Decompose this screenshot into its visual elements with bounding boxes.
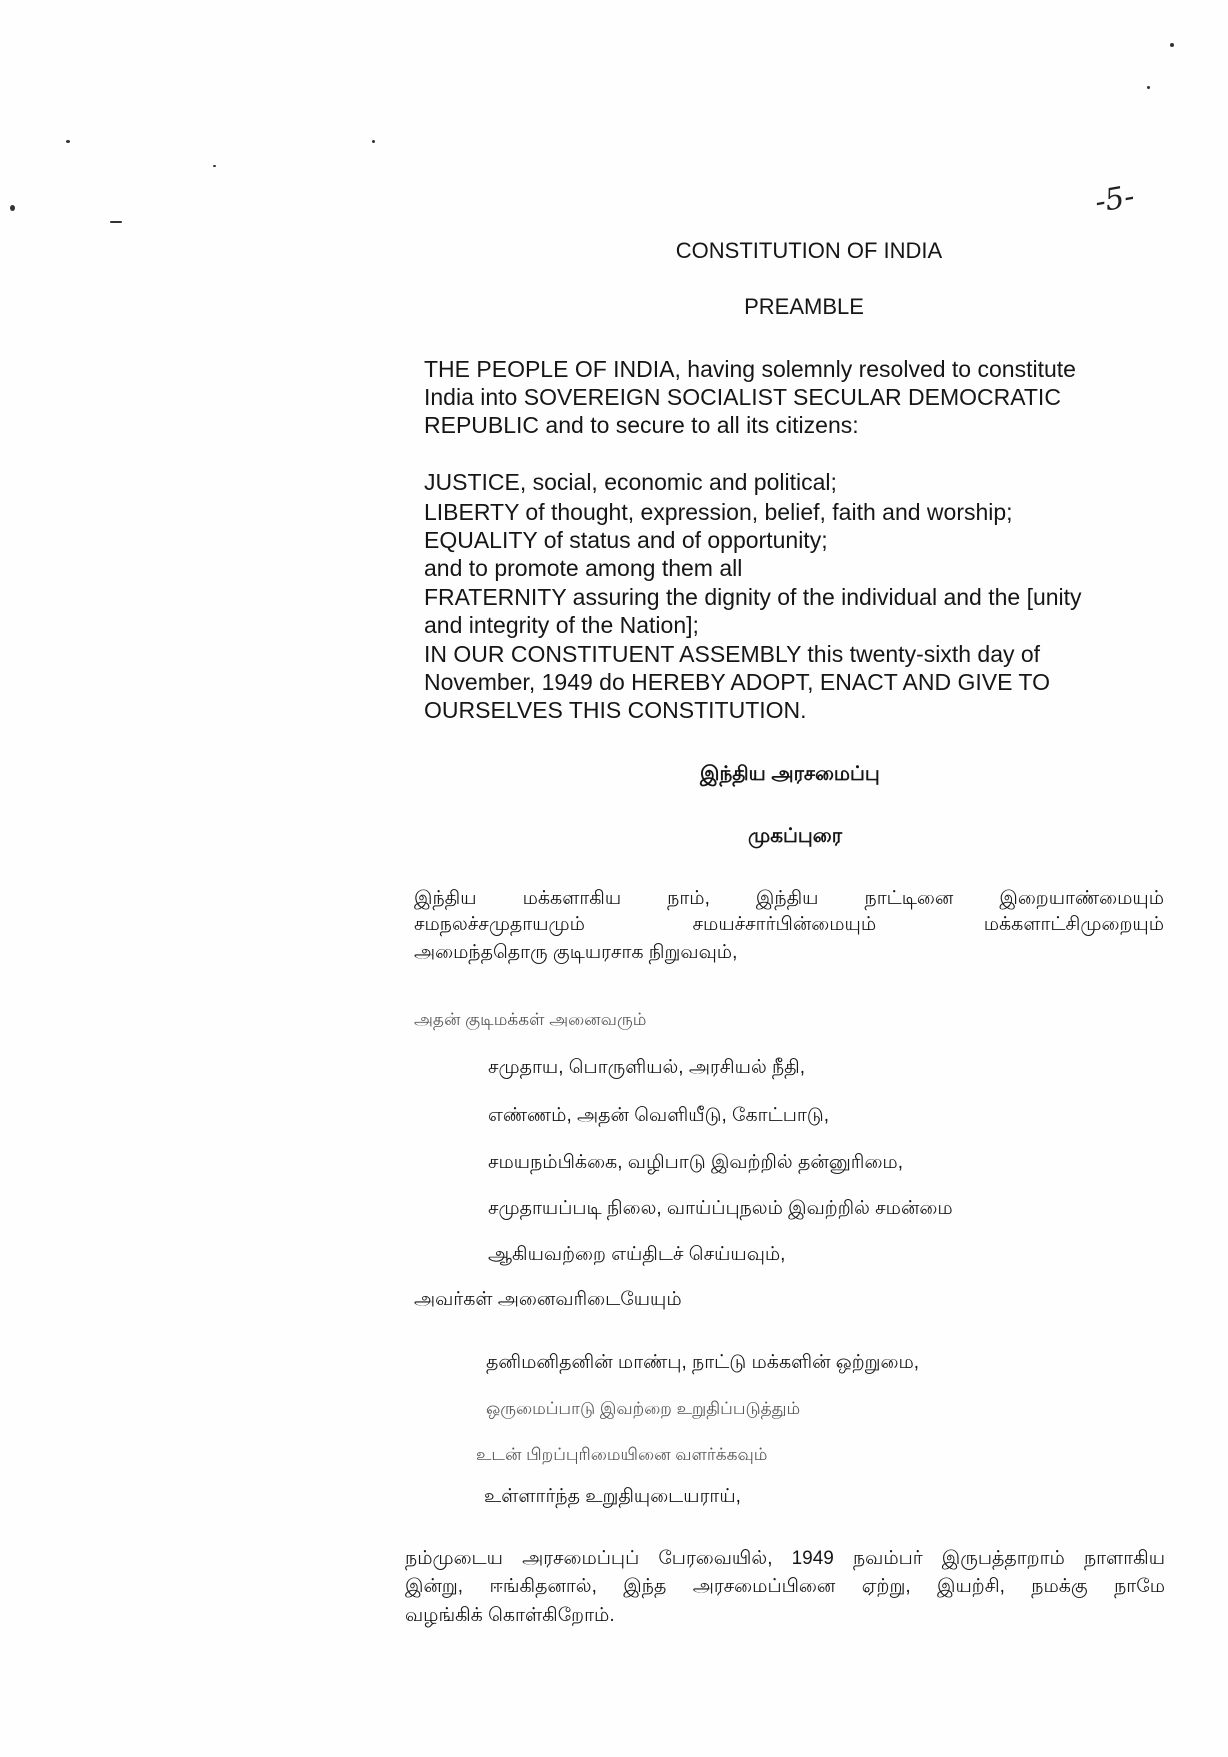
english-body-line: IN OUR CONSTITUENT ASSEMBLY this twenty-sixth day of [424,641,1041,667]
tamil-among-line: அவர்கள் அனைவரிடையேயும் [414,1289,682,1310]
english-intro-line: THE PEOPLE OF INDIA, having solemnly resolved to constitute [424,356,1076,382]
scan-speck [66,140,70,143]
tamil-list-item: ஆகியவற்றை எய்திடச் செய்யவும், [488,1244,786,1265]
english-intro-line: India into SOVEREIGN SOCIALIST SECULAR DEMOCRATIC [424,384,1061,410]
english-body-line: and to promote among them all [424,555,743,581]
tamil-list-item: சமயநம்பிக்கை, வழிபாடு இவற்றில் தன்னுரிமை, [488,1152,904,1173]
english-subtitle: PREAMBLE [744,294,864,319]
english-body-line: OURSELVES THIS CONSTITUTION. [424,697,807,723]
tamil-subtitle: முகப்புரை [748,825,843,847]
tamil-para-line: நம்முடைய அரசமைப்புப் பேரவையில், 1949 நவம்பர் இருபத்தாறாம் நாளாகிய [405,1548,1165,1569]
tamil-list-item: சமுதாயப்படி நிலை, வாய்ப்புநலம் இவற்றில் சமன்மை [488,1198,953,1219]
tamil-list-item: சமுதாய, பொருளியல், அரசியல் நீதி, [488,1057,806,1078]
tamil-list-item: உடன் பிறப்புரிமையினை வளர்க்கவும் [476,1445,768,1464]
english-body-line: EQUALITY of status and of opportunity; [424,527,828,553]
scan-speck [110,221,122,223]
english-body-line: and integrity of the Nation]; [424,612,699,638]
tamil-citizens-line: அதன் குடிமக்கள் அனைவரும் [414,1010,647,1029]
scan-speck [10,205,15,211]
english-body-line: FRATERNITY assuring the dignity of the individual and the [unity [424,584,1082,610]
tamil-list-item: தனிமனிதனின் மாண்பு, நாட்டு மக்களின் ஒற்றுமை, [486,1352,920,1373]
tamil-para-line: இன்று, ஈங்கிதனால், இந்த அரசமைப்பினை ஏற்று, இயற்சி, நமக்கு நாமே [405,1576,1165,1597]
english-title: CONSTITUTION OF INDIA [675,238,943,263]
tamil-para-line: இந்திய மக்களாகிய நாம், இந்திய நாட்டினை இறையாண்மையும் [414,888,1164,909]
tamil-para-line: அமைந்ததொரு குடியரசாக நிறுவவும், [414,942,738,963]
english-body-line: JUSTICE, social, economic and political; [424,469,837,495]
scan-speck [1170,43,1174,47]
english-body-line: LIBERTY of thought, expression, belief, faith and worship; [424,499,1013,525]
tamil-list-item: ஒருமைப்பாடு இவற்றை உறுதிப்படுத்தும் [486,1399,801,1418]
tamil-para-line: சமநலச்சமுதாயமும் சமயச்சார்பின்மையும் மக்களாட்சிமுறையும் [414,914,1164,935]
scan-speck [372,140,375,143]
tamil-para-line: வழங்கிக் கொள்கிறோம். [405,1605,615,1626]
scan-speck [213,165,216,167]
handwritten-page-mark: -5- [1092,178,1138,221]
tamil-list-item: உள்ளார்ந்த உறுதியுடையராய், [484,1486,741,1507]
english-intro-line: REPUBLIC and to secure to all its citizens: [424,412,859,438]
tamil-title: இந்திய அரசமைப்பு [700,763,880,785]
scan-speck [1147,86,1150,89]
english-body-line: November, 1949 do HEREBY ADOPT, ENACT AND GIVE TO [424,669,1050,695]
tamil-list-item: எண்ணம், அதன் வெளியீடு, கோட்பாடு, [488,1105,829,1126]
